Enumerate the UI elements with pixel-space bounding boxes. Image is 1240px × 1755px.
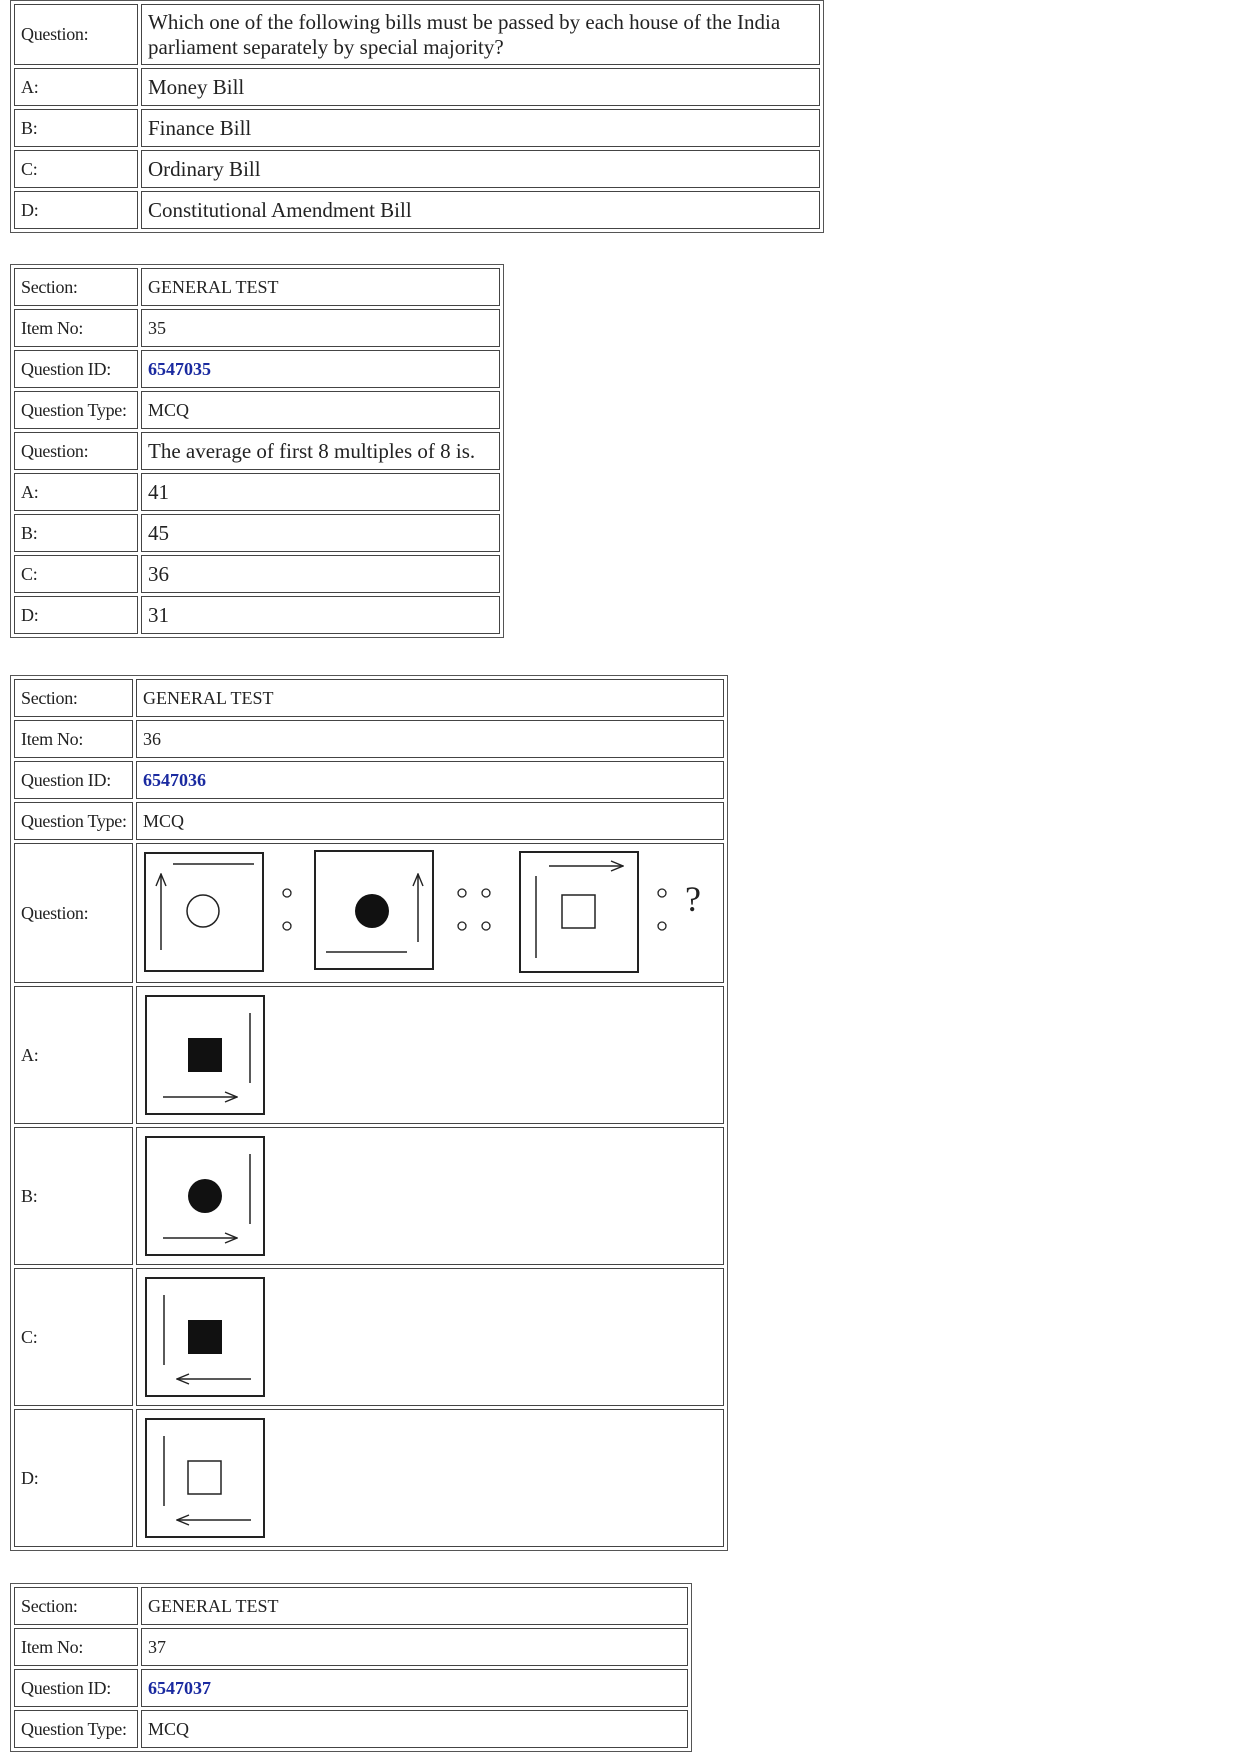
option-d-text: Constitutional Amendment Bill: [141, 191, 820, 229]
question-id-value: 6547036: [136, 761, 724, 799]
item-no-row: [14, 1628, 688, 1666]
question-id-label: Question ID:: [14, 350, 138, 388]
option-a-label: A:: [14, 986, 133, 1124]
ratio-dot: [658, 922, 666, 930]
item-no-label: Item No:: [14, 309, 138, 347]
question-figure: [143, 850, 723, 976]
question-type-label: Question Type:: [14, 391, 138, 429]
item-no-value: 35: [141, 309, 500, 347]
question-table-34: [10, 0, 824, 233]
option-b-figure-cell: [136, 1127, 724, 1265]
item-no-value: 36: [136, 720, 724, 758]
option-b-text: Finance Bill: [141, 109, 820, 147]
question-table-37: [10, 1583, 692, 1752]
question-mark: ?: [685, 879, 701, 919]
option-b-text: 45: [141, 514, 500, 552]
option-row-d: [14, 191, 820, 229]
item-no-row: [14, 309, 500, 347]
section-row: [14, 1587, 688, 1625]
figure-3: [520, 852, 638, 972]
option-b-label: B:: [14, 1127, 133, 1265]
proportion-dot: [458, 922, 466, 930]
option-c-label: C:: [14, 150, 138, 188]
item-no-value: 37: [141, 1628, 688, 1666]
question-text: Which one of the following bills must be passed by each house of the India parliament separately by special majority?: [141, 4, 820, 65]
option-a-text: 41: [141, 473, 500, 511]
section-row: [14, 679, 724, 717]
option-a-label: A:: [14, 68, 138, 106]
question-row: [14, 843, 724, 983]
option-row-d: [14, 596, 500, 634]
question-table-36: [10, 675, 728, 1551]
figure-2: [315, 851, 433, 969]
question-id-row: [14, 761, 724, 799]
question-id-value: 6547035: [141, 350, 500, 388]
question-id-label: Question ID:: [14, 1669, 138, 1707]
proportion-dot: [482, 889, 490, 897]
section-label: Section:: [14, 679, 133, 717]
question-label: Question:: [14, 432, 138, 470]
question-row: [14, 432, 500, 470]
ratio-dot: [658, 889, 666, 897]
question-row: [14, 4, 820, 65]
option-c-text: 36: [141, 555, 500, 593]
ratio-dot: [283, 889, 291, 897]
question-type-value: MCQ: [141, 391, 500, 429]
question-label: Question:: [14, 843, 133, 983]
question-label: Question:: [14, 4, 138, 65]
option-row-b: [14, 109, 820, 147]
option-d-label: D:: [14, 191, 138, 229]
option-a-label: A:: [14, 473, 138, 511]
item-no-label: Item No:: [14, 720, 133, 758]
option-d-text: 31: [141, 596, 500, 634]
question-type-row: [14, 1710, 688, 1748]
question-id-label: Question ID:: [14, 761, 133, 799]
question-type-value: MCQ: [141, 1710, 688, 1748]
question-type-value: MCQ: [136, 802, 724, 840]
question-id-row: [14, 1669, 688, 1707]
item-no-label: Item No:: [14, 1628, 138, 1666]
section-value: GENERAL TEST: [141, 268, 500, 306]
option-d-label: D:: [14, 1409, 133, 1547]
option-b-figure: [143, 1134, 267, 1258]
question-table-35: [10, 264, 504, 638]
option-a-figure-cell: [136, 986, 724, 1124]
option-b-label: B:: [14, 109, 138, 147]
question-text: The average of first 8 multiples of 8 is.: [141, 432, 500, 470]
option-row-a: [14, 68, 820, 106]
section-value: GENERAL TEST: [141, 1587, 688, 1625]
option-c-label: C:: [14, 1268, 133, 1406]
option-row-c: [14, 555, 500, 593]
section-row: [14, 268, 500, 306]
question-figure-cell: [136, 843, 724, 983]
option-d-figure-cell: [136, 1409, 724, 1547]
option-c-text: Ordinary Bill: [141, 150, 820, 188]
question-type-label: Question Type:: [14, 802, 133, 840]
option-row-a: [14, 473, 500, 511]
proportion-dot: [482, 922, 490, 930]
option-c-figure: [143, 1275, 267, 1399]
section-label: Section:: [14, 1587, 138, 1625]
section-label: Section:: [14, 268, 138, 306]
option-row-a: [14, 986, 724, 1124]
question-id-row: [14, 350, 500, 388]
option-row-c: [14, 150, 820, 188]
option-c-figure-cell: [136, 1268, 724, 1406]
option-row-b: [14, 1127, 724, 1265]
option-row-d: [14, 1409, 724, 1547]
item-no-row: [14, 720, 724, 758]
option-b-label: B:: [14, 514, 138, 552]
option-a-figure: [143, 993, 267, 1117]
option-d-label: D:: [14, 596, 138, 634]
ratio-dot: [283, 922, 291, 930]
question-id-value: 6547037: [141, 1669, 688, 1707]
option-c-label: C:: [14, 555, 138, 593]
question-type-row: [14, 391, 500, 429]
question-type-row: [14, 802, 724, 840]
option-row-c: [14, 1268, 724, 1406]
proportion-dot: [458, 889, 466, 897]
option-row-b: [14, 514, 500, 552]
option-a-text: Money Bill: [141, 68, 820, 106]
question-type-label: Question Type:: [14, 1710, 138, 1748]
section-value: GENERAL TEST: [136, 679, 724, 717]
figure-1: [145, 853, 263, 971]
option-d-figure: [143, 1416, 267, 1540]
